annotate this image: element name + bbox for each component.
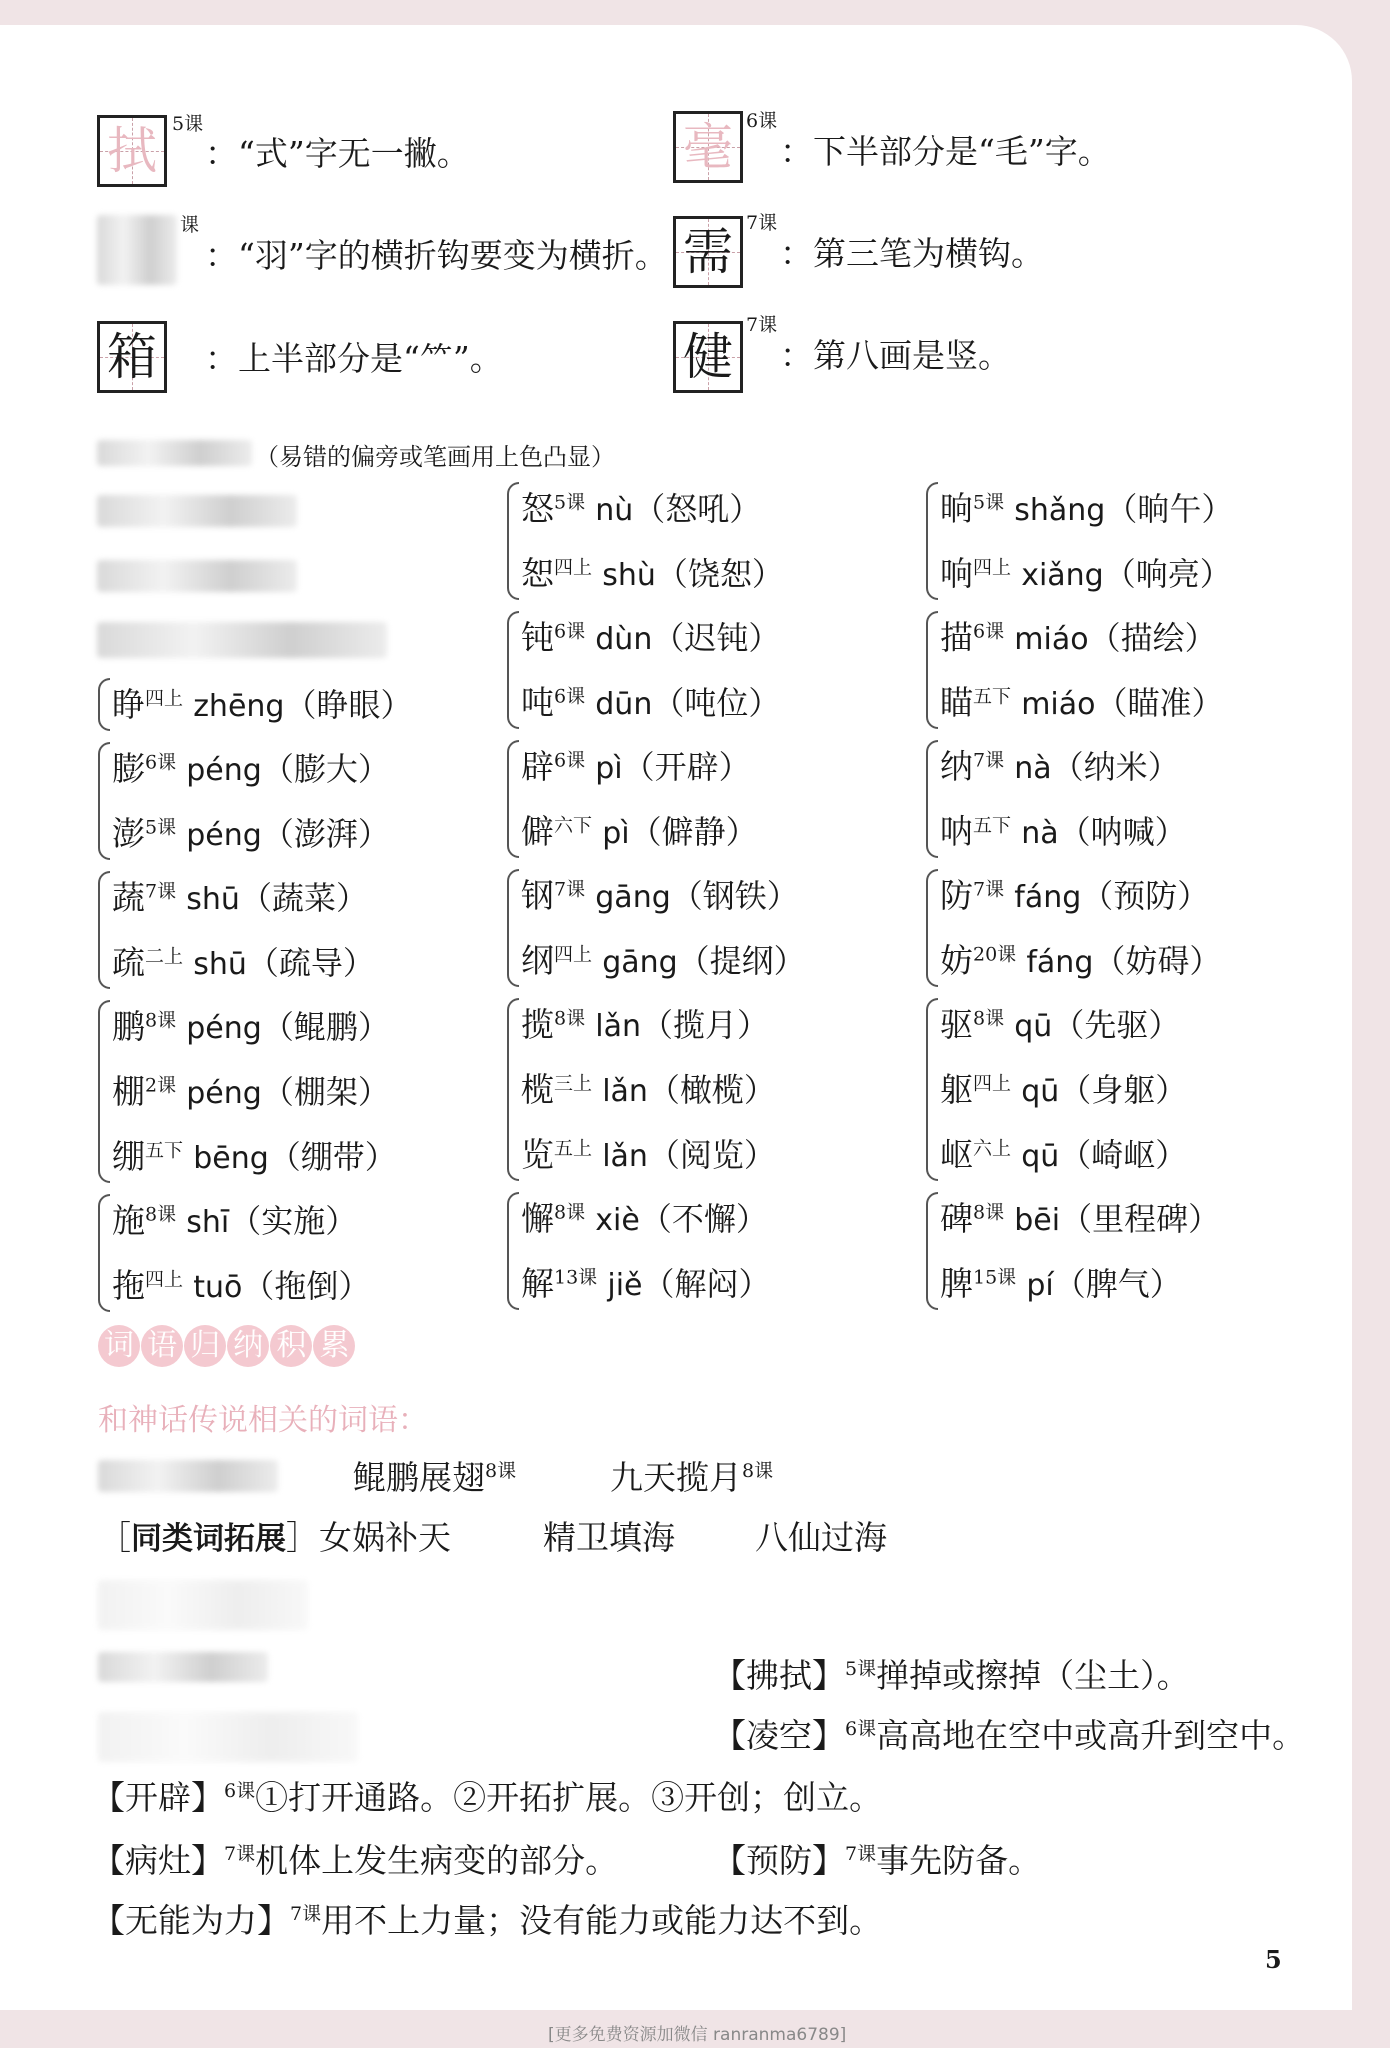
- character: 响: [940, 554, 973, 593]
- char-group: [926, 863, 1233, 993]
- pinyin: nà: [1014, 751, 1052, 786]
- pinyin: zhēng: [193, 689, 285, 724]
- char-row: [98, 930, 412, 995]
- lesson-tag: 7课: [973, 749, 1005, 772]
- char-group: [507, 1186, 806, 1316]
- character: 揽: [521, 1005, 554, 1044]
- definition: 【开辟】$^{6课}$①打开通路。②开拓扩展。③开创；创立。: [92, 1778, 883, 1817]
- char-row: [507, 476, 806, 541]
- lesson-tag: 8课: [554, 1007, 586, 1030]
- lesson-tag: 5课: [172, 113, 204, 135]
- char-box-4: 需: [673, 216, 743, 288]
- extend-word: 八仙过海: [755, 1518, 887, 1557]
- char-box-5: 箱: [97, 321, 167, 393]
- char-group: [926, 992, 1233, 1187]
- pinyin: bēng: [193, 1141, 269, 1176]
- char-group: [98, 865, 412, 995]
- character: 绷: [112, 1137, 145, 1176]
- pinyin: shù: [602, 558, 656, 593]
- character: 怒: [521, 489, 554, 528]
- example-word: （怒吼）: [633, 490, 762, 528]
- char-row: [507, 670, 806, 735]
- lesson-tag: 8课: [973, 1007, 1005, 1030]
- char-row: [98, 801, 412, 866]
- char-row: [507, 992, 806, 1057]
- example-word: （澎湃）: [261, 815, 390, 853]
- example-word: （棚架）: [261, 1073, 390, 1111]
- character: 钝: [521, 618, 554, 657]
- char-box-1: 拭: [97, 115, 167, 187]
- example-word: （迟钝）: [652, 619, 781, 657]
- character: 妨: [940, 941, 973, 980]
- example-word: （僻静）: [629, 813, 758, 851]
- character: 辟: [521, 747, 554, 786]
- pinyin: shū: [186, 882, 240, 917]
- brace: [926, 611, 938, 729]
- lesson-tag: 7课: [554, 878, 586, 901]
- char-row: [507, 541, 806, 606]
- char-row: [98, 672, 412, 737]
- char-group: [98, 736, 412, 866]
- brace: [926, 482, 938, 600]
- example-word: （疏导）: [246, 944, 375, 982]
- example-word: （响亮）: [1103, 555, 1232, 593]
- char-row: [926, 1057, 1233, 1122]
- char-row: [507, 799, 806, 864]
- example-word: （揽月）: [641, 1006, 770, 1044]
- lesson-tag: 2课: [145, 1074, 177, 1097]
- example-word: （纳米）: [1051, 748, 1180, 786]
- tip-text: ：第三笔为横钩。: [780, 234, 1044, 273]
- definition: 【病灶】$^{7课}$机体上发生病变的部分。: [92, 1841, 619, 1880]
- example-word: （描绘）: [1088, 619, 1217, 657]
- pinyin: qū: [1021, 1074, 1060, 1109]
- example-word: （钢铁）: [670, 877, 799, 915]
- brace: [926, 998, 938, 1181]
- lesson-tag: 5课: [554, 491, 586, 514]
- character: 碑: [940, 1199, 973, 1238]
- section-heading-blurred: [97, 440, 252, 466]
- char-group: [507, 605, 806, 735]
- brace: [98, 742, 110, 860]
- character: 驱: [940, 1005, 973, 1044]
- example-word: （绷带）: [268, 1138, 397, 1176]
- char-row: [98, 1124, 412, 1189]
- lesson-tag: 四上: [973, 1072, 1012, 1095]
- char-row: [507, 863, 806, 928]
- char-row: [926, 992, 1233, 1057]
- lesson-tag: 7课: [973, 878, 1005, 901]
- character: 瞄: [940, 683, 973, 722]
- character: 晌: [940, 489, 973, 528]
- lesson-tag: 五下: [973, 685, 1012, 708]
- lesson-tag: 五上: [554, 1137, 593, 1160]
- char-row: [507, 1251, 806, 1316]
- pinyin: shī: [186, 1205, 230, 1240]
- character: 睁: [112, 685, 145, 724]
- brace: [926, 869, 938, 987]
- char-row: [98, 1059, 412, 1124]
- pinyin: fáng: [1026, 945, 1094, 980]
- pinyin: shū: [193, 947, 247, 982]
- char-row: [507, 605, 806, 670]
- lesson-tag: 6课: [973, 620, 1005, 643]
- char-row: [926, 928, 1233, 993]
- pinyin: péng: [186, 1011, 262, 1046]
- pinyin: dùn: [595, 622, 653, 657]
- pinyin: xiè: [595, 1203, 640, 1238]
- pinyin: lǎn: [602, 1139, 648, 1174]
- brace: [507, 1192, 519, 1310]
- lesson-tag: 四上: [554, 556, 593, 579]
- pinyin: gāng: [595, 880, 671, 915]
- pinyin: qū: [1014, 1009, 1053, 1044]
- pinyin: shǎng: [1014, 493, 1106, 528]
- character: 棚: [112, 1072, 145, 1111]
- character: 解: [521, 1264, 554, 1303]
- char-row: [98, 736, 412, 801]
- lesson-tag: 5课: [973, 491, 1005, 514]
- lesson-tag: 二上: [145, 945, 184, 968]
- char-group: [98, 994, 412, 1189]
- example-word: （膨大）: [261, 750, 390, 788]
- pinyin: gāng: [602, 945, 678, 980]
- char-row: [507, 1186, 806, 1251]
- word-column-3: [926, 476, 1233, 1315]
- lesson-tag: 四上: [554, 943, 593, 966]
- character: 膨: [112, 749, 145, 788]
- character: 鹏: [112, 1007, 145, 1046]
- myth-word: 鲲鹏展翅$^{8课}$: [353, 1458, 517, 1497]
- lesson-tag: 三上: [554, 1072, 593, 1095]
- character: 防: [940, 876, 973, 915]
- char-row: [926, 1186, 1233, 1251]
- lesson-tag: 四上: [145, 1268, 184, 1291]
- example-word: （崎岖）: [1059, 1136, 1188, 1174]
- extend-label: 同类词拓展: [131, 1521, 286, 1557]
- character: 疏: [112, 943, 145, 982]
- character: 蔬: [112, 878, 145, 917]
- watermark: [更多免费资源加微信 ranranma6789]: [548, 2025, 847, 2045]
- char-group: [507, 992, 806, 1187]
- character: 澎: [112, 814, 145, 853]
- char-row: [507, 1122, 806, 1187]
- pinyin: dūn: [595, 687, 653, 722]
- char-group: [926, 1186, 1233, 1316]
- char-group: [926, 734, 1233, 864]
- char-box-6: 健: [673, 321, 743, 393]
- char-group: [507, 476, 806, 606]
- char-row: [926, 541, 1233, 606]
- char-row: [507, 734, 806, 799]
- character: 岖: [940, 1135, 973, 1174]
- char-row: [507, 928, 806, 993]
- lesson-tag: 6课: [554, 749, 586, 772]
- pinyin: pì: [602, 816, 630, 851]
- brace: [507, 869, 519, 987]
- pinyin: lǎn: [595, 1009, 641, 1044]
- blurred-block: [98, 1652, 268, 1682]
- pinyin: pí: [1026, 1268, 1054, 1303]
- section-note: （易错的偏旁或笔画用上色凸显）: [255, 443, 615, 471]
- character: 施: [112, 1201, 145, 1240]
- lesson-tag: 5课: [145, 816, 177, 839]
- pinyin: miáo: [1021, 687, 1096, 722]
- example-word: （不懈）: [639, 1200, 768, 1238]
- lesson-tag: 6课: [554, 685, 586, 708]
- lesson-tag: 四上: [973, 556, 1012, 579]
- brace: [507, 611, 519, 729]
- brace: [98, 1194, 110, 1312]
- character: 呐: [940, 812, 973, 851]
- blurred-block: [98, 1580, 308, 1630]
- pinyin: xiǎng: [1021, 558, 1104, 593]
- example-word: （预防）: [1081, 877, 1210, 915]
- example-word: （呐喊）: [1058, 813, 1187, 851]
- example-word: （阅览）: [647, 1136, 776, 1174]
- brace: [98, 871, 110, 989]
- character: 躯: [940, 1070, 973, 1109]
- pinyin: péng: [186, 1076, 262, 1111]
- blurred-row: [97, 560, 297, 592]
- word-column-1: [98, 672, 412, 1317]
- words-heading: 词 语 归 纳 积 累: [98, 1325, 351, 1367]
- pinyin: nà: [1021, 816, 1059, 851]
- example-word: （蔬菜）: [239, 879, 368, 917]
- char-group: [98, 672, 412, 737]
- myth-label: 和神话传说相关的词语：: [98, 1403, 428, 1438]
- lesson-tag: 7课: [746, 212, 778, 234]
- lesson-tag: 五下: [145, 1139, 184, 1162]
- tip-text: ：“式”字无一撇。: [205, 134, 470, 173]
- example-word: （脾气）: [1053, 1265, 1182, 1303]
- tip-text: ：下半部分是“毛”字。: [780, 132, 1111, 171]
- lesson-tag: 8课: [973, 1201, 1005, 1224]
- definition: 【预防】$^{7课}$事先防备。: [713, 1841, 1042, 1880]
- lesson-tag: 6课: [145, 751, 177, 774]
- character: 览: [521, 1135, 554, 1174]
- char-row: [926, 1122, 1233, 1187]
- extend-row: ［同类词拓展］女娲补天: [98, 1518, 451, 1557]
- char-row: [926, 605, 1233, 670]
- pinyin: miáo: [1014, 622, 1089, 657]
- char-row: [926, 1251, 1233, 1316]
- char-row: [98, 865, 412, 930]
- example-word: （实施）: [229, 1202, 358, 1240]
- character: 僻: [521, 812, 554, 851]
- example-word: （瞄准）: [1095, 684, 1224, 722]
- char-row: [926, 799, 1233, 864]
- character: 纳: [940, 747, 973, 786]
- pinyin: qū: [1021, 1139, 1060, 1174]
- tip-text: ：上半部分是“⺮”。: [205, 339, 503, 378]
- char-group: [507, 863, 806, 993]
- lesson-tag: 五下: [973, 814, 1012, 837]
- blurred-word: [98, 1460, 278, 1492]
- character: 脾: [940, 1264, 973, 1303]
- example-word: （妨碍）: [1093, 942, 1222, 980]
- myth-word: 九天揽月$^{8课}$: [610, 1458, 774, 1497]
- char-group: [926, 476, 1233, 606]
- pinyin: fáng: [1014, 880, 1082, 915]
- character: 钢: [521, 876, 554, 915]
- pinyin: lǎn: [602, 1074, 648, 1109]
- lesson-tag: 课: [180, 214, 200, 236]
- lesson-tag: 8课: [145, 1203, 177, 1226]
- example-word: （拖倒）: [242, 1267, 371, 1305]
- pinyin: tuō: [193, 1270, 243, 1305]
- pinyin: jiě: [607, 1268, 643, 1303]
- pinyin: péng: [186, 818, 262, 853]
- pinyin: bēi: [1014, 1203, 1061, 1238]
- character: 吨: [521, 683, 554, 722]
- example-word: （睁眼）: [284, 686, 413, 724]
- definition: 【无能为力】$^{7课}$用不上力量；没有能力或能力达不到。: [92, 1901, 883, 1940]
- character: 懈: [521, 1199, 554, 1238]
- brace: [926, 740, 938, 858]
- char-group: [507, 734, 806, 864]
- blurred-row: [97, 622, 387, 658]
- pinyin: nù: [595, 493, 634, 528]
- lesson-tag: 六上: [973, 1137, 1012, 1160]
- lesson-tag: 7课: [746, 314, 778, 336]
- lesson-tag: 6课: [554, 620, 586, 643]
- example-word: （先驱）: [1052, 1006, 1181, 1044]
- brace: [926, 1192, 938, 1310]
- tip-text: ：第八画是竖。: [780, 336, 1011, 375]
- example-word: （身躯）: [1059, 1071, 1188, 1109]
- example-word: （提纲）: [677, 942, 806, 980]
- brace: [507, 998, 519, 1181]
- example-word: （鲲鹏）: [261, 1008, 390, 1046]
- example-word: （吨位）: [652, 684, 781, 722]
- lesson-tag: 6课: [746, 110, 778, 132]
- char-row: [98, 994, 412, 1059]
- brace: [507, 740, 519, 858]
- char-row: [98, 1188, 412, 1253]
- example-word: （饶恕）: [655, 555, 784, 593]
- page-number: 5: [1265, 1945, 1282, 1974]
- word-column-2: [507, 476, 806, 1315]
- example-word: （开辟）: [622, 748, 751, 786]
- character: 榄: [521, 1070, 554, 1109]
- pinyin: péng: [186, 753, 262, 788]
- blurred-block: [98, 1712, 358, 1762]
- lesson-tag: 四上: [145, 687, 184, 710]
- lesson-tag: 13课: [554, 1266, 598, 1289]
- example-word: （晌午）: [1105, 490, 1234, 528]
- example-word: （解闷）: [642, 1265, 771, 1303]
- character: 描: [940, 618, 973, 657]
- char-group: [926, 605, 1233, 735]
- char-row: [98, 1253, 412, 1318]
- character: 纲: [521, 941, 554, 980]
- definition: 【凌空】$^{6课}$高高地在空中或高升到空中。: [713, 1716, 1306, 1755]
- char-box-2: 毫: [673, 111, 743, 183]
- char-row: [926, 670, 1233, 735]
- brace: [98, 1000, 110, 1183]
- character: 拖: [112, 1266, 145, 1305]
- example-word: （里程碑）: [1060, 1200, 1221, 1238]
- char-row: [507, 1057, 806, 1122]
- example-word: （橄榄）: [647, 1071, 776, 1109]
- char-row: [926, 863, 1233, 928]
- brace: [98, 678, 110, 731]
- char-row: [926, 734, 1233, 799]
- brace: [507, 482, 519, 600]
- lesson-tag: 15课: [973, 1266, 1017, 1289]
- lesson-tag: 8课: [554, 1201, 586, 1224]
- lesson-tag: 20课: [973, 943, 1017, 966]
- blurred-char: [97, 215, 177, 285]
- char-group: [98, 1188, 412, 1318]
- definition: 【拂拭】$^{5课}$掸掉或擦掉（尘土）。: [713, 1656, 1190, 1695]
- char-row: [926, 476, 1233, 541]
- tip-text: ：“羽”字的横折钩要变为横折。: [205, 236, 668, 275]
- lesson-tag: 8课: [145, 1009, 177, 1032]
- lesson-tag: 7课: [145, 880, 177, 903]
- extend-word: 精卫填海: [543, 1518, 675, 1557]
- blurred-row: [97, 495, 297, 527]
- lesson-tag: 六下: [554, 814, 593, 837]
- pinyin: pì: [595, 751, 623, 786]
- character: 恕: [521, 554, 554, 593]
